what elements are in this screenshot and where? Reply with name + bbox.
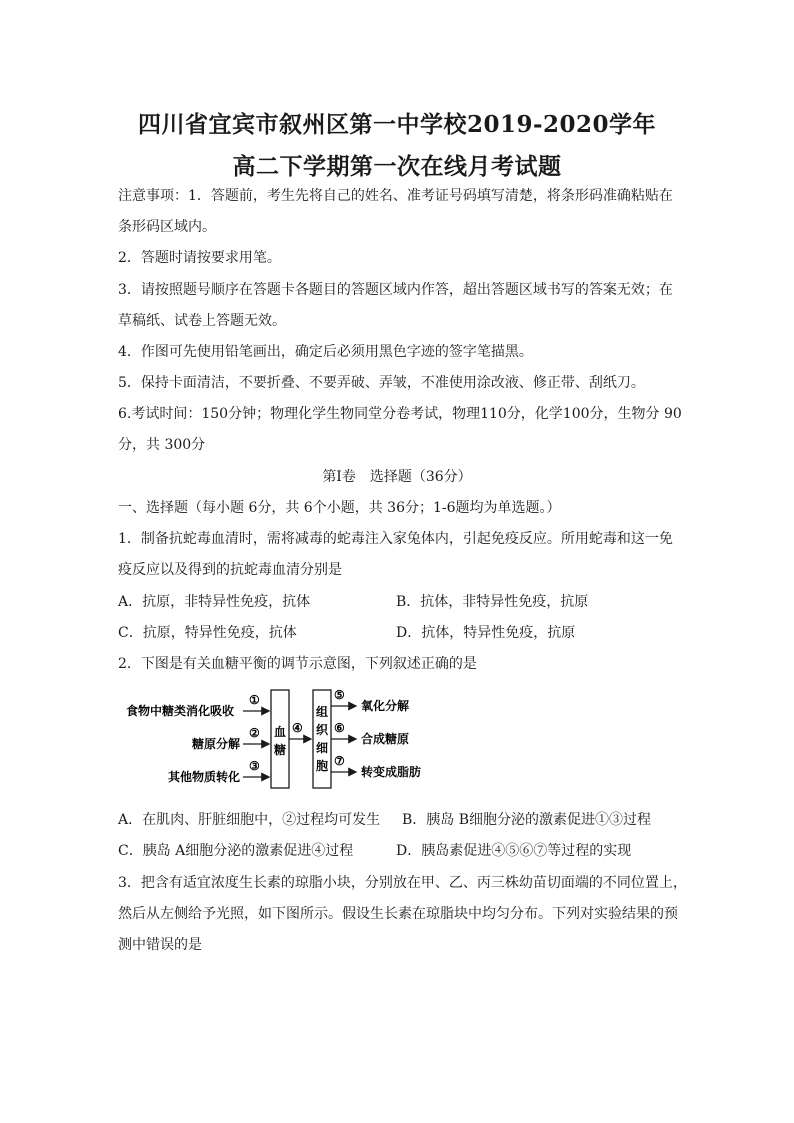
blood-sugar-char: 血	[274, 725, 287, 739]
note-line: 分，共 300分	[118, 437, 206, 453]
note-line: 条形码区域内。	[118, 219, 216, 235]
option-d: D．抗体，特异性免疫，抗原	[396, 625, 576, 641]
tissue-cell-char: 细	[316, 741, 329, 755]
option-a: A．抗原，非特异性免疫，抗体	[118, 594, 311, 610]
option-b: B．胰岛 B细胞分泌的激素促进①③过程	[402, 812, 652, 828]
question-stem: 疫反应以及得到的抗蛇毒血清分别是	[118, 562, 342, 578]
note-line: 草稿纸、试卷上答题无效。	[118, 313, 286, 329]
blood-sugar-box	[271, 690, 289, 788]
note-line: 2．答题时请按要求用笔。	[118, 250, 281, 266]
output-label-oxidation: 氧化分解	[361, 699, 410, 713]
option-c: C．胰岛 A细胞分泌的激素促进④过程	[118, 843, 354, 859]
output-label-fat-conversion: 转变成脂肪	[361, 765, 422, 779]
tissue-cell-char: 组	[316, 705, 329, 719]
tissue-cell-char: 胞	[316, 759, 329, 773]
section-heading: 第Ⅰ卷 选择题（36分）	[322, 469, 472, 485]
question-stem: 2．下图是有关血糖平衡的调节示意图，下列叙述正确的是	[118, 656, 477, 672]
option-d: D．胰岛素促进④⑤⑥⑦等过程的实现	[396, 843, 632, 859]
step-number: ⑥	[334, 721, 345, 735]
step-number: ①	[249, 693, 260, 707]
note-line: 4．作图可先使用铅笔画出，确定后必须用黑色字迹的签字笔描黑。	[118, 344, 533, 360]
output-label-glycogen-synthesis: 合成糖原	[361, 732, 410, 746]
question-stem: 测中错误的是	[118, 937, 202, 953]
page-title-line1: 四川省宜宾市叙州区第一中学校2019-2020学年	[137, 111, 657, 138]
step-number: ⑤	[334, 688, 345, 702]
section-instruction: 一、选择题（每小题 6分，共 6个小题，共 36分；1-6题均为单选题。）	[118, 500, 561, 516]
page-title-line2: 高二下学期第一次在线月考试题	[232, 153, 562, 180]
note-line: 5．保持卡面清洁，不要折叠、不要弄破、弄皱，不准使用涂改液、修正带、刮纸刀。	[118, 375, 645, 391]
option-row	[118, 841, 678, 861]
tissue-cell-char: 织	[316, 723, 329, 737]
step-number: ⑦	[334, 754, 345, 768]
question-stem: 1．制备抗蛇毒血清时，需将减毒的蛇毒注入家兔体内，引起免疫反应。所用蛇毒和这一免	[118, 531, 673, 547]
blood-sugar-char: 糖	[274, 743, 287, 757]
option-row	[118, 623, 678, 643]
step-number: ②	[249, 726, 260, 740]
blood-sugar-diagram	[118, 682, 438, 794]
question-stem: 然后从左侧给予光照，如下图所示。假设生长素在琼脂块中均匀分布。下列对实验结果的预	[118, 906, 678, 922]
step-number: ③	[249, 759, 260, 773]
note-line: 注意事项：1．答题前，考生先将自己的姓名、准考证号码填写清楚，将条形码准确粘贴在	[118, 188, 673, 204]
step-number: ④	[292, 721, 303, 735]
note-line: 3．请按照题号顺序在答题卡各题目的答题区域内作答，超出答题区域书写的答案无效；在	[118, 282, 673, 298]
option-a: A．在肌肉、肝脏细胞中，②过程均可发生	[118, 812, 381, 828]
option-c: C．抗原，特异性免疫，抗体	[118, 625, 297, 641]
input-label-glycogen-breakdown: 糖原分解	[192, 737, 241, 751]
option-row	[118, 592, 678, 612]
input-label-other-conversion: 其他物质转化	[168, 770, 241, 784]
input-label-food-absorption: 食物中糖类消化吸收	[126, 704, 235, 718]
question-stem: 3．把含有适宜浓度生长素的琼脂小块，分别放在甲、乙、丙三株幼苗切面端的不同位置上，	[118, 875, 687, 891]
option-row	[118, 810, 678, 830]
option-b: B．抗体，非特异性免疫，抗原	[396, 594, 589, 610]
note-line: 6.考试时间：150分钟；物理化学生物同堂分卷考试，物理110分，化学100分，生物分 90	[118, 406, 682, 422]
